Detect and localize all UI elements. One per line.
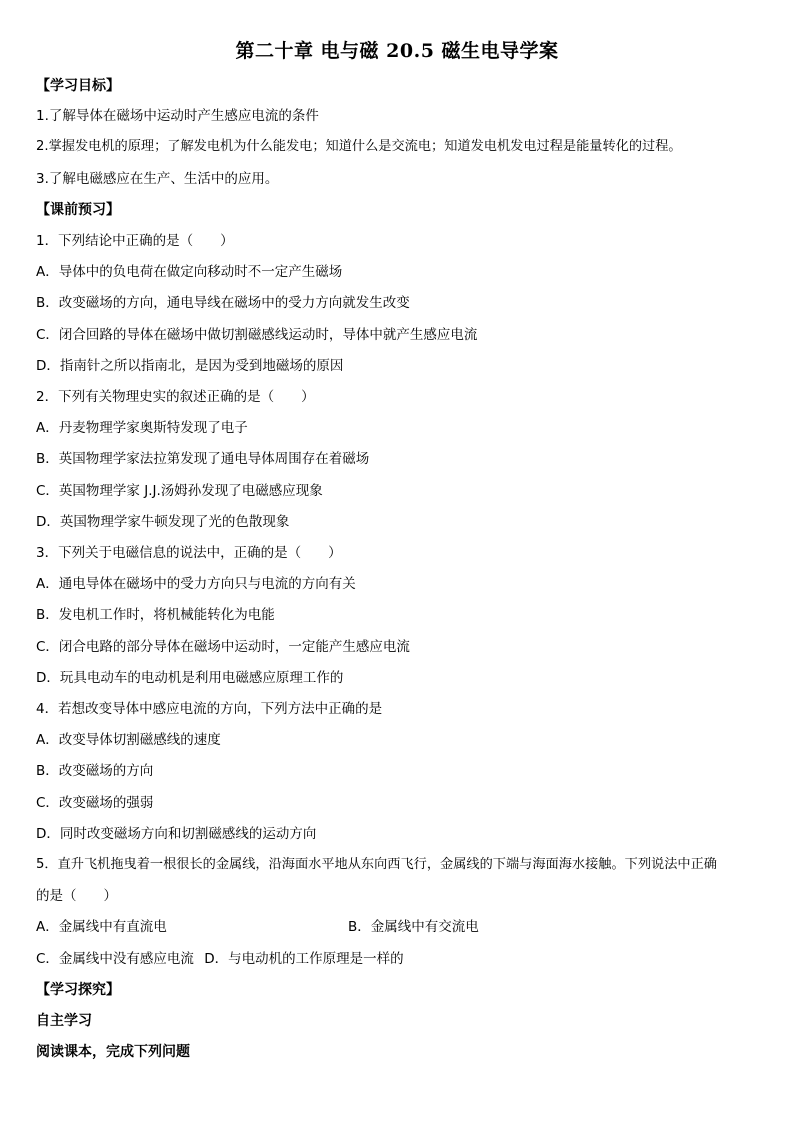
question-3-stem: 3．下列关于电磁信息的说法中，正确的是（ ）	[36, 545, 342, 561]
question-5-option-b: B．金属线中有交流电	[348, 919, 479, 935]
question-3-option-b: B．发电机工作时，将机械能转化为电能	[36, 607, 275, 623]
question-3-option-d: D．玩具电动车的电动机是利用电磁感应原理工作的	[36, 670, 344, 686]
question-2-option-d: D．英国物理学家牛顿发现了光的色散现象	[36, 514, 290, 530]
self-study-heading: 自主学习	[36, 1013, 92, 1029]
goal-item-2: 2.掌握发电机的原理；了解发电机为什么能发电；知道什么是交流电；知道发电机发电过程是能量转化的过程。	[36, 139, 682, 154]
question-2-option-a: A．丹麦物理学家奥斯特发现了电子	[36, 420, 248, 436]
question-5-options-row-2	[36, 950, 404, 968]
section-heading-goals: 【学习目标】	[36, 78, 120, 94]
question-1-option-c: C．闭合回路的导体在磁场中做切割磁感线运动时，导体中就产生感应电流	[36, 327, 478, 343]
question-5-stem-line-2: 的是（ ）	[36, 888, 117, 904]
question-1-stem: 1．下列结论中正确的是（ ）	[36, 233, 234, 249]
question-1-option-d: D．指南针之所以指南北，是因为受到地磁场的原因	[36, 358, 344, 374]
goal-item-3: 3.了解电磁感应在生产、生活中的应用。	[36, 171, 279, 187]
section-heading-preview: 【课前预习】	[36, 202, 120, 218]
question-3-option-c: C．闭合电路的部分导体在磁场中运动时，一定能产生感应电流	[36, 639, 410, 655]
section-heading-explore: 【学习探究】	[36, 982, 120, 998]
question-5-option-c: C．金属线中没有感应电流	[36, 951, 194, 967]
question-4-option-b: B．改变磁场的方向	[36, 763, 154, 779]
question-2-stem: 2．下列有关物理史实的叙述正确的是（ ）	[36, 389, 315, 405]
page-title: 第二十章 电与磁 20.5 磁生电导学案	[235, 40, 559, 62]
question-5-option-a: A．金属线中有直流电	[36, 919, 167, 935]
question-5-option-d: D．与电动机的工作原理是一样的	[204, 951, 404, 967]
goal-item-1: 1.了解导体在磁场中运动时产生感应电流的条件	[36, 108, 319, 124]
question-5-stem-line-1: 5．直升飞机拖曳着一根很长的金属线，沿海面水平地从东向西飞行，金属线的下端与海面海水接触。下列说法中正确	[36, 857, 717, 872]
question-3-option-a: A．通电导体在磁场中的受力方向只与电流的方向有关	[36, 576, 356, 592]
question-4-option-d: D．同时改变磁场方向和切割磁感线的运动方向	[36, 826, 317, 842]
question-4-option-c: C．改变磁场的强弱	[36, 795, 154, 811]
question-4-option-a: A．改变导体切割磁感线的速度	[36, 732, 221, 748]
question-2-option-b: B．英国物理学家法拉第发现了通电导体周围存在着磁场	[36, 451, 370, 467]
question-5-options-row-1	[36, 918, 756, 936]
reading-instruction: 阅读课本，完成下列问题	[36, 1044, 190, 1060]
question-4-stem: 4．若想改变导体中感应电流的方向，下列方法中正确的是	[36, 701, 383, 717]
question-1-option-b: B．改变磁场的方向，通电导线在磁场中的受力方向就发生改变	[36, 295, 410, 311]
question-2-option-c: C．英国物理学家 J.J.汤姆孙发现了电磁感应现象	[36, 483, 323, 499]
question-1-option-a: A．导体中的负电荷在做定向移动时不一定产生磁场	[36, 264, 343, 280]
